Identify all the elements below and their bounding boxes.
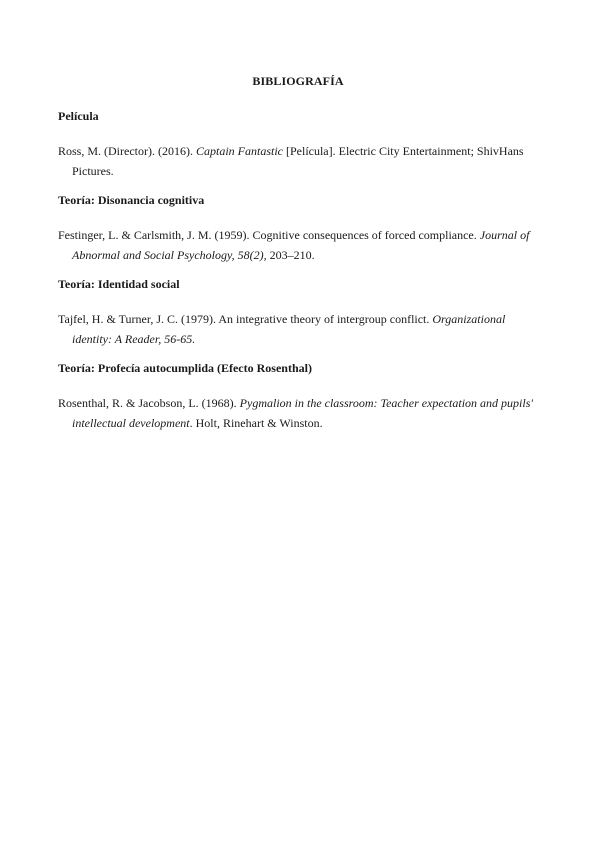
reference-rosenthal xyxy=(58,393,538,433)
reference-italic-part: Pygmalion in the classroom: Teacher expectation and pupils' intellectual development xyxy=(72,396,533,430)
reference-tail-part: . Holt, Rinehart & Winston. xyxy=(189,416,323,430)
reference-author-part: Tajfel, H. & Turner, J. C. (1979). An integrative theory of intergroup conflict. xyxy=(58,312,433,326)
reference-tail-part: 203–210. xyxy=(266,248,315,262)
section-heading-social-identity: Teoría: Identidad social xyxy=(58,277,180,291)
section-self-fulfilling-prophecy xyxy=(58,361,538,433)
section-film xyxy=(58,109,538,181)
section-heading-film: Película xyxy=(58,109,99,123)
reference-festinger xyxy=(58,225,538,265)
section-social-identity xyxy=(58,277,538,349)
section-cognitive-dissonance xyxy=(58,193,538,265)
reference-italic-part: Journal of Abnormal and Social Psychology, 58(2), xyxy=(72,228,530,262)
section-heading-self-fulfilling-prophecy: Teoría: Profecía autocumplida (Efecto Rosenthal) xyxy=(58,361,312,375)
section-heading-cognitive-dissonance: Teoría: Disonancia cognitiva xyxy=(58,193,205,207)
reference-italic-part: Captain Fantastic xyxy=(195,144,283,158)
reference-author-part: Ross, M. (Director). (2016). xyxy=(58,144,196,158)
reference-italic-part: Organizational identity: A Reader, 56-65. xyxy=(72,312,506,346)
reference-tajfel xyxy=(58,309,538,349)
reference-author-part: Festinger, L. & Carlsmith, J. M. (1959). Cognitive consequences of forced compliance. xyxy=(58,228,480,242)
reference-ross xyxy=(58,141,538,181)
reference-author-part: Rosenthal, R. & Jacobson, L. (1968). xyxy=(58,396,240,410)
reference-tail-part: [Película]. Electric City Entertainment; ShivHans Pictures. xyxy=(72,144,524,178)
page-title: BIBLIOGRAFÍA xyxy=(252,74,344,88)
